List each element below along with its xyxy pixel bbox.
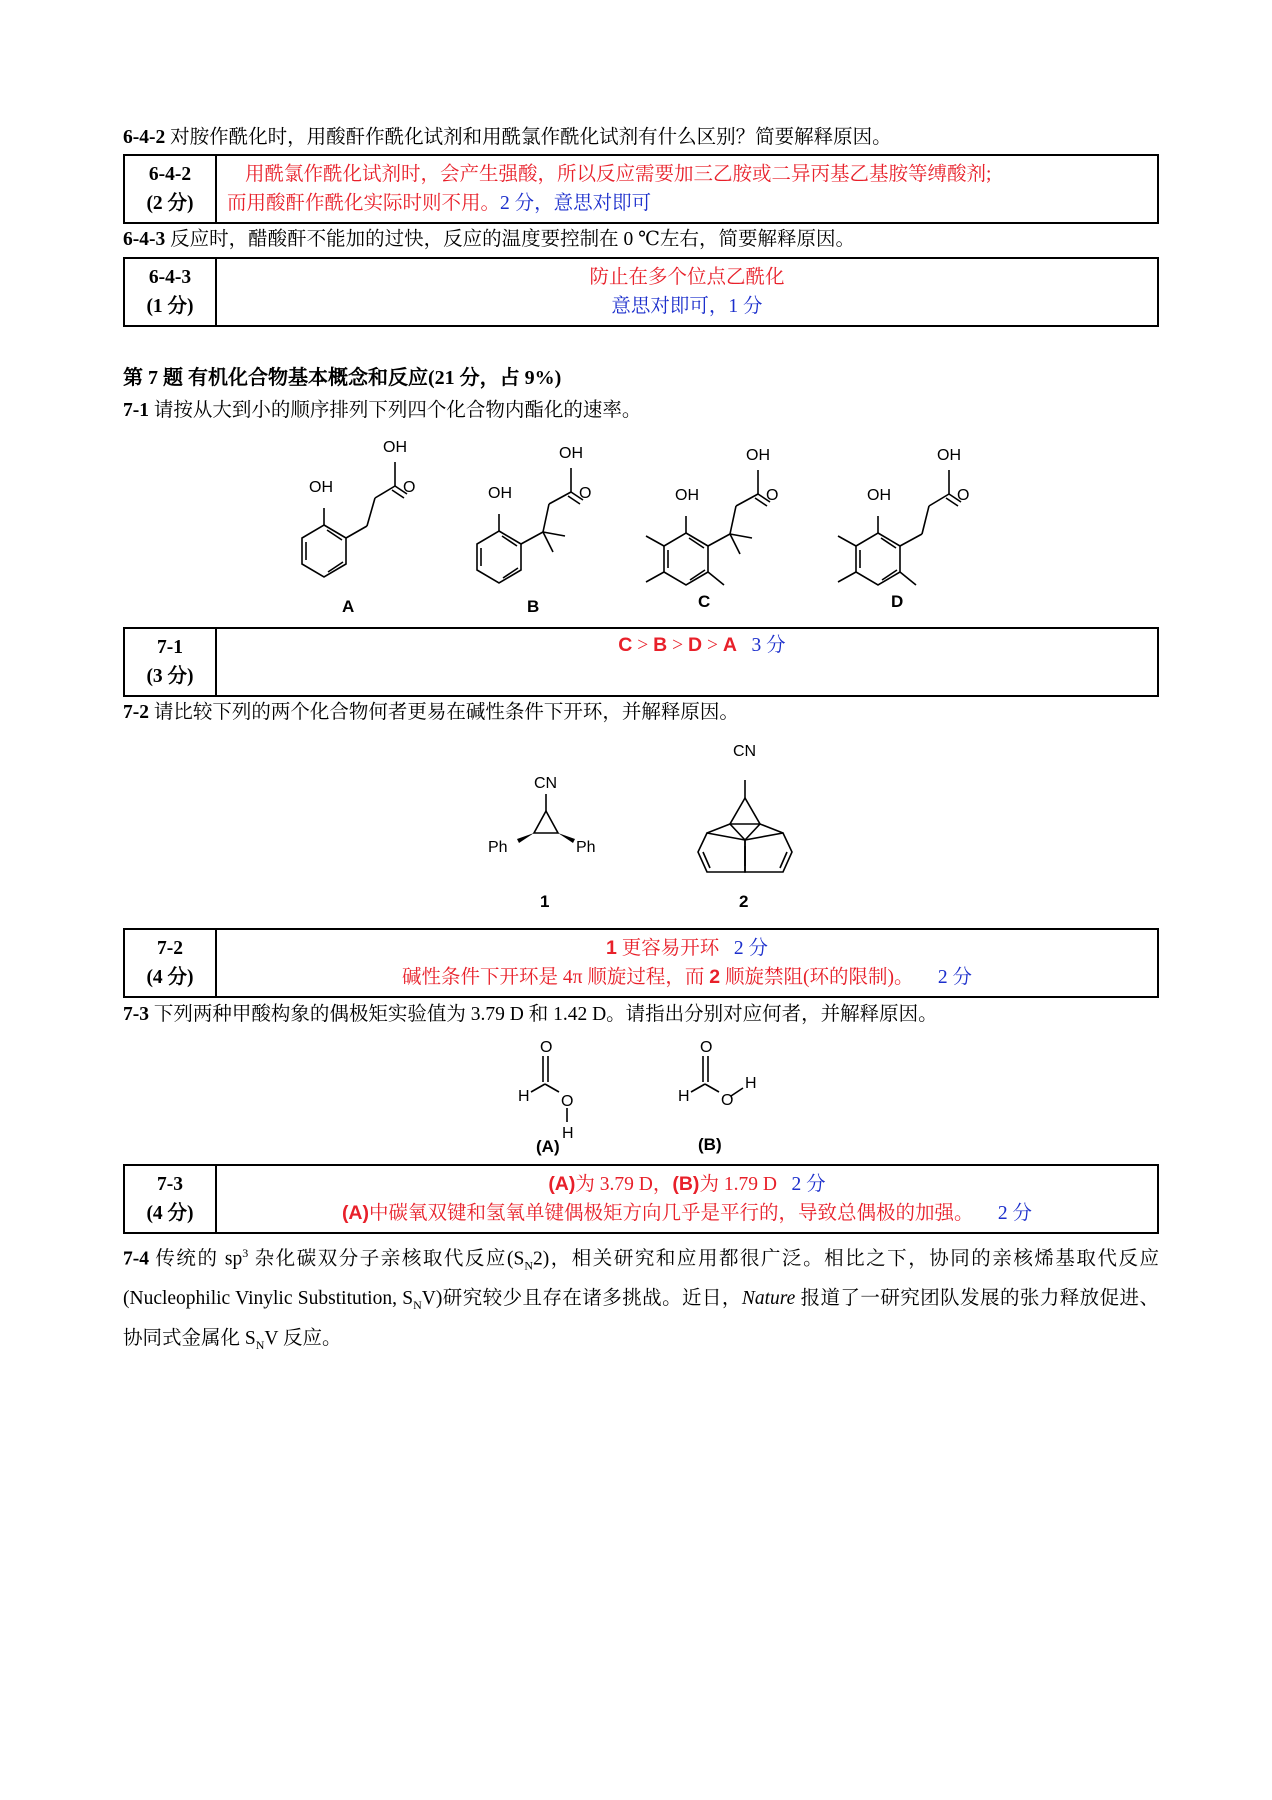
answer-number: 7-3 bbox=[157, 1174, 183, 1195]
answer-points: (4 分) bbox=[146, 967, 194, 988]
svg-text:OH: OH bbox=[746, 447, 770, 464]
structure-1 bbox=[534, 794, 558, 833]
question-7-1 bbox=[123, 397, 641, 425]
answer-score: 2 分 bbox=[791, 1174, 826, 1195]
structure-2 bbox=[698, 780, 792, 872]
compound-label-A: (A) bbox=[536, 1137, 560, 1156]
conformer-ref: (A) bbox=[548, 1173, 576, 1195]
order-item: D bbox=[687, 634, 703, 656]
conformer-ref: (B) bbox=[672, 1173, 700, 1195]
question-7-3 bbox=[123, 1001, 938, 1029]
answer-text: 为 3.79 D， bbox=[575, 1174, 673, 1195]
para-text: 杂化碳双分子亲核取代反应(S bbox=[248, 1248, 525, 1270]
svg-text:Ph: Ph bbox=[576, 839, 596, 856]
answer-score: 2 分 bbox=[733, 938, 768, 959]
structures-7-2 bbox=[123, 740, 1159, 910]
structures-7-1 bbox=[123, 430, 1159, 630]
structure-D bbox=[838, 470, 961, 585]
answer-number: 7-1 bbox=[157, 637, 183, 658]
svg-text:O: O bbox=[700, 1039, 713, 1056]
question-number: 7-1 bbox=[123, 400, 149, 421]
svg-text:O: O bbox=[561, 1093, 574, 1110]
section-title: 第 7 题 有机化合物基本概念和反应(21 分，占 9%) bbox=[123, 367, 562, 389]
question-text: 请按从大到小的顺序排列下列四个化合物内酯化的速率。 bbox=[149, 400, 642, 421]
question-7-2 bbox=[123, 699, 739, 727]
question-text: 反应时，醋酸酐不能加的过快，反应的温度要控制在 0 ℃左右，简要解释原因。 bbox=[165, 229, 855, 250]
answer-box-7-2 bbox=[123, 928, 1159, 998]
answer-box-6-4-2 bbox=[123, 154, 1159, 224]
compound-label-2: 2 bbox=[739, 892, 749, 911]
structure-B bbox=[691, 1056, 743, 1096]
svg-text:H: H bbox=[745, 1075, 757, 1092]
structure-A bbox=[531, 1056, 567, 1122]
answer-points: (1 分) bbox=[146, 296, 194, 317]
answer-points: (4 分) bbox=[146, 1203, 194, 1224]
answer-body bbox=[217, 930, 1157, 996]
svg-text:Ph: Ph bbox=[488, 839, 508, 856]
structures-7-3 bbox=[123, 1030, 1159, 1160]
order-item: C bbox=[618, 634, 633, 656]
question-6-4-3 bbox=[123, 226, 855, 254]
question-number: 6-4-3 bbox=[123, 229, 166, 250]
svg-text:OH: OH bbox=[559, 445, 583, 462]
question-number: 6-4-2 bbox=[123, 127, 166, 148]
answer-line-2b: 顺旋禁阻(环的限制)。 bbox=[720, 967, 914, 988]
answer-line-1: 用酰氯作酰化试剂时，会产生强酸，所以反应需要加三乙胺或二异丙基乙基胺等缚酸剂; bbox=[245, 164, 992, 185]
svg-text:OH: OH bbox=[867, 487, 891, 504]
question-text: 下列两种甲酸构象的偶极矩实验值为 3.79 D 和 1.42 D。请指出分别对应何者，并解释原因。 bbox=[149, 1004, 938, 1025]
answer-label bbox=[125, 156, 217, 222]
subscript: N bbox=[413, 1298, 422, 1313]
svg-text:O: O bbox=[721, 1092, 734, 1109]
answer-score: 2 分 bbox=[937, 967, 972, 988]
svg-text:H: H bbox=[518, 1088, 530, 1105]
answer-text: 中碳氧双键和氢氧单键偶极矩方向几乎是平行的，导致总偶极的加强。 bbox=[369, 1203, 974, 1224]
svg-text:H: H bbox=[678, 1088, 690, 1105]
compound-label-B: (B) bbox=[698, 1135, 722, 1154]
answer-line-2: 而用酸酐作酰化实际时则不用。 bbox=[227, 193, 501, 214]
para-text: V 反应。 bbox=[264, 1328, 342, 1350]
question-text: 对胺作酰化时，用酸酐作酰化试剂和用酰氯作酰化试剂有什么区别？简要解释原因。 bbox=[165, 127, 892, 148]
answer-score: 2 分，意思对即可 bbox=[500, 193, 652, 214]
answer-body bbox=[217, 259, 1157, 325]
svg-text:O: O bbox=[403, 479, 416, 496]
order-sign: > bbox=[672, 635, 684, 656]
svg-text:OH: OH bbox=[937, 447, 961, 464]
svg-text:OH: OH bbox=[383, 439, 407, 456]
order-sign: > bbox=[706, 635, 718, 656]
answer-label bbox=[125, 259, 217, 325]
question-number: 7-4 bbox=[123, 1248, 149, 1270]
question-text: 请比较下列的两个化合物何者更易在碱性条件下开环，并解释原因。 bbox=[149, 702, 739, 723]
compound-label-1: 1 bbox=[540, 892, 550, 911]
svg-text:CN: CN bbox=[534, 775, 558, 792]
question-6-4-2 bbox=[123, 124, 892, 152]
compound-label-A: A bbox=[342, 597, 355, 616]
compound-label-B: B bbox=[527, 597, 540, 616]
svg-text:OH: OH bbox=[675, 487, 699, 504]
subscript: N bbox=[255, 1338, 265, 1353]
answer-points: (2 分) bbox=[146, 193, 194, 214]
para-text: 报道了一研究团队发展的张力释放促进、协同式金属化 S bbox=[123, 1288, 1159, 1350]
superscript: 3 bbox=[242, 1246, 249, 1260]
answer-label bbox=[125, 930, 217, 996]
svg-text:O: O bbox=[766, 487, 779, 504]
compound-ref: 2 bbox=[709, 966, 721, 988]
structure-C bbox=[646, 470, 770, 585]
answer-points: (3 分) bbox=[146, 666, 194, 687]
para-text: 2)，相关研究和应用都很广泛。相比之下，协同的亲核烯基取代反应(Nucleophilic Vinylic Substitution, S bbox=[123, 1248, 1160, 1310]
compound-label-C: C bbox=[698, 592, 711, 611]
answer-score: 2 分 bbox=[997, 1203, 1033, 1224]
compound-label-D: D bbox=[891, 592, 904, 611]
answer-box-7-3 bbox=[123, 1164, 1159, 1234]
order-sign: > bbox=[637, 635, 649, 656]
svg-text:O: O bbox=[957, 487, 970, 504]
answer-body bbox=[217, 1166, 1157, 1232]
answer-line-2a: 碱性条件下开环是 4π 顺旋过程，而 bbox=[402, 967, 710, 988]
subscript: N bbox=[524, 1258, 533, 1273]
question-number: 7-2 bbox=[123, 702, 149, 723]
answer-label bbox=[125, 1166, 217, 1232]
order-item: A bbox=[722, 634, 737, 656]
svg-text:O: O bbox=[540, 1039, 553, 1056]
svg-text:O: O bbox=[579, 485, 592, 502]
question-7-4 bbox=[123, 1236, 1159, 1362]
conformer-ref: (A) bbox=[341, 1202, 370, 1224]
question-number: 7-3 bbox=[123, 1004, 149, 1025]
svg-text:OH: OH bbox=[309, 479, 333, 496]
answer-line-2: 意思对即可，1 分 bbox=[611, 296, 763, 317]
answer-text: 为 1.79 D bbox=[699, 1174, 777, 1195]
answer-body bbox=[217, 629, 1157, 695]
answer-number: 6-4-2 bbox=[148, 164, 192, 185]
journal-name: Nature bbox=[741, 1288, 796, 1310]
order-item: B bbox=[653, 634, 668, 656]
answer-box-7-1 bbox=[123, 627, 1159, 697]
para-text: 传统的 sp bbox=[149, 1248, 243, 1270]
svg-text:H: H bbox=[562, 1125, 574, 1142]
compound-ref: 1 bbox=[605, 937, 617, 959]
svg-text:CN: CN bbox=[733, 743, 757, 760]
answer-body bbox=[217, 156, 1157, 222]
answer-line-1: 防止在多个位点乙酰化 bbox=[589, 267, 785, 288]
answer-number: 7-2 bbox=[157, 938, 183, 959]
svg-text:OH: OH bbox=[488, 485, 512, 502]
answer-line-1: 更容易开环 bbox=[616, 938, 720, 959]
para-text: V)研究较少且存在诸多挑战。近日， bbox=[421, 1288, 742, 1310]
answer-score: 3 分 bbox=[751, 635, 786, 656]
answer-box-6-4-3 bbox=[123, 257, 1159, 327]
answer-number: 6-4-3 bbox=[148, 267, 192, 288]
answer-label bbox=[125, 629, 217, 695]
